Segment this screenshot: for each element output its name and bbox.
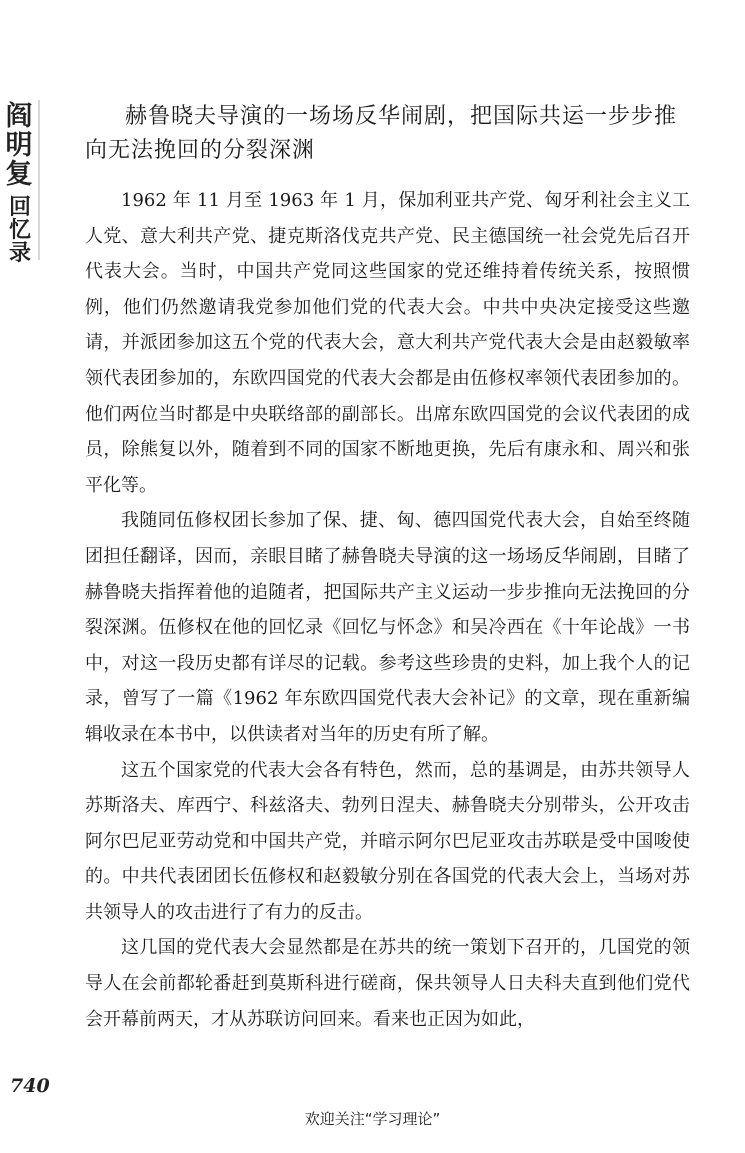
paragraph-1: 1962 年 11 月至 1963 年 1 月，保加利亚共产党、匈牙利社会主义工人党、意大利共产党、捷克斯洛伐克共产党、民主德国统一社会党先后召开代表大会。当时，中国共产党同这些国家的党还维持着传统关系，按照惯例，他们仍然邀请我党参加他们党的代表大会。中共中央决定接受这些邀请，并派团参加这五个党的代表大会，意大利共产党代表大会是由赵毅敏率领代表团参加的，东欧四国党的代表大会都是由伍修权率领代表团参加的。他们两位当时都是中央联络部的副部长。出席东欧四国党的会议代表团的成员，除熊复以外，随着到不同的国家不断地更换，先后有康永和、周兴和张平化等。 — [85, 190, 690, 496]
section-heading-line2: 向无法挽回的分裂深渊 — [85, 138, 316, 163]
body-text — [85, 183, 690, 1037]
section-heading-line1: 赫鲁晓夫导演的一场场反华闹剧，把国际共运一步步推 — [125, 104, 678, 129]
spine-char: 回 — [8, 195, 31, 220]
book-title-spine-lower — [2, 196, 38, 265]
book-title-spine-upper — [0, 102, 38, 189]
page-number: 740 — [10, 1075, 50, 1097]
spine-char: 复 — [5, 159, 33, 190]
spine-divider — [38, 100, 40, 260]
spine-char: 录 — [8, 241, 31, 266]
spine-char: 忆 — [8, 218, 31, 243]
paragraph-4: 这几国的党代表大会显然都是在苏共的统一策划下召开的，几国党的领导人在会前都轮番赶到莫斯科进行磋商，保共领导人日夫科夫直到他们党代会开幕前两天，才从苏联访问回来。看来也正因为如此， — [85, 937, 690, 1030]
footer-watermark: 欢迎关注“学习理论” — [304, 1110, 441, 1128]
spine-char: 明 — [5, 130, 33, 161]
paragraph-2: 我随同伍修权团长参加了保、捷、匈、德四国党代表大会，自始至终随团担任翻译，因而，亲眼目睹了赫鲁晓夫导演的这一场场反华闹剧，目睹了赫鲁晓夫指挥着他的追随者，把国际共产主义运动一步步推向无法挽回的分裂深渊。伍修权在他的回忆录《回忆与怀念》和吴冷西在《十年论战》一书中，对这一段历史都有详尽的记载。参考这些珍贵的史料，加上我个人的记录，曾写了一篇《1962 年东欧四国党代表大会补记》的文章，现在重新编辑收录在本书中，以供读者对当年的历史有所了解。 — [85, 510, 690, 745]
section-heading — [85, 100, 700, 168]
spine-char: 阎 — [5, 101, 33, 132]
paragraph-3: 这五个国家党的代表大会各有特色，然而，总的基调是，由苏共领导人苏斯洛夫、库西宁、科兹洛夫、勃列日涅夫、赫鲁晓夫分别带头，公开攻击阿尔巴尼亚劳动党和中国共产党，并暗示阿尔巴尼亚攻击苏联是受中国唆使的。中共代表团团长伍修权和赵毅敏分别在各国党的代表大会上，当场对苏共领导人的攻击进行了有力的反击。 — [85, 759, 690, 923]
